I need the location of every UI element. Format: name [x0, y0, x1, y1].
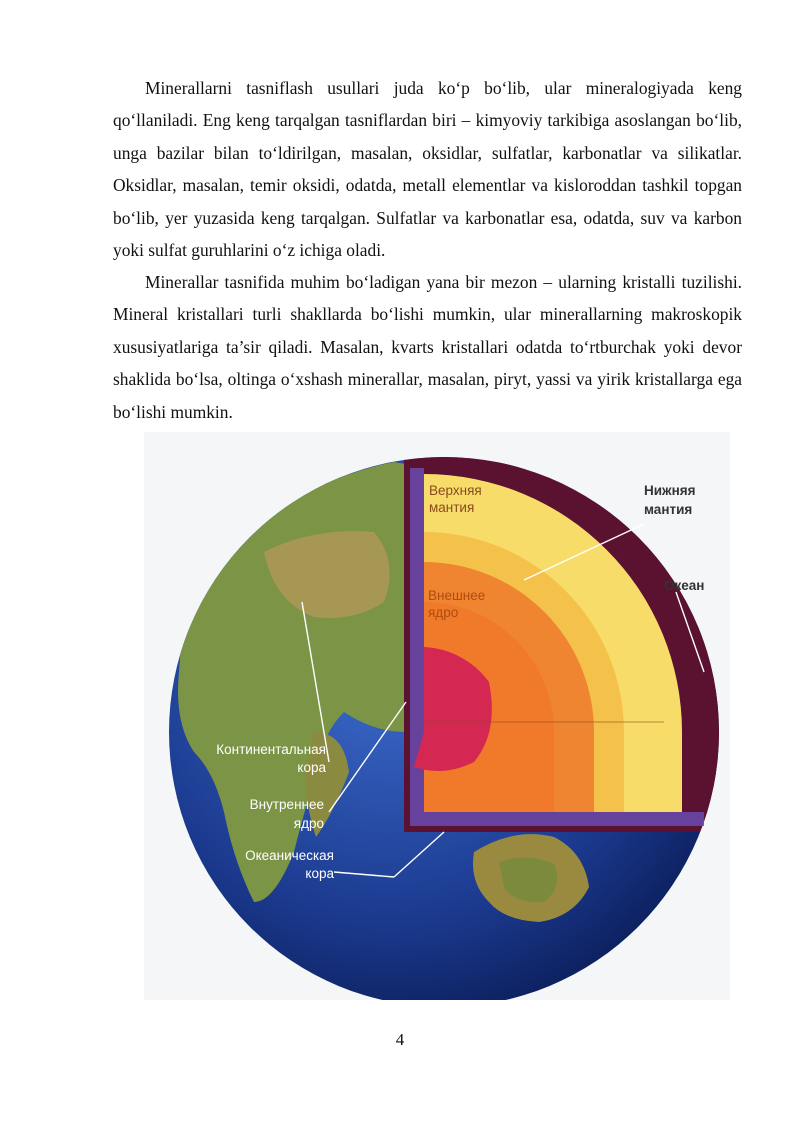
label-lower-mantle-1: Нижняя [644, 483, 696, 498]
label-lower-mantle-2: мантия [644, 502, 693, 517]
label-oceanic-crust-2: кора [305, 866, 334, 881]
label-upper-mantle-2: мантия [429, 500, 475, 515]
label-inner-core-1: Внутреннее [249, 797, 324, 812]
label-oceanic-crust-1: Океаническая [245, 848, 334, 863]
earth-structure-figure [144, 432, 730, 1000]
paragraph-2: Minerallar tasnifida muhim bo‘ladigan yana bir mezon – ularning kristalli tuzilishi. Mineral kristallari turli shakllarda bo‘lishi mumkin, ular minerallarning makroskopik xususiyatlariga ta’sir qiladi. Masalan, kvarts kristallari odatda to‘rtburchak yoki devor shaklida bo‘lsa, oltinga o‘xshash minerallar, masalan, piryt, yassi va yirik kristallarga ega bo‘lishi mumkin. [113, 272, 742, 422]
label-inner-core-2: ядро [293, 816, 324, 831]
paragraph-1: Minerallarni tasniflash usullari juda ko‘p bo‘lib, ular mineralogiyada keng qo‘llaniladi. Eng keng tarqalgan tasniflardan biri – kimyoviy tarkibiga asoslangan bo‘lib, unga bazilar bilan to‘ldirilgan, masalan, oksidlar, sulfatlar, karbonatlar va silikatlar. Oksidlar, masalan, temir oksidi, odatda, metall elementlar va kisloroddan tashkil topgan bo‘lib, yer yuzasida keng tarqalgan. Sulfatlar va karbonatlar esa, odatda, suv va karbon yoki sulfat guruhlarini o‘z ichiga oladi. [113, 78, 742, 261]
label-outer-core-1: Внешнее [428, 588, 486, 603]
label-continental-crust-2: кора [297, 760, 326, 775]
page-number: 4 [395, 1030, 405, 1049]
label-ocean: Океан [664, 578, 705, 593]
earth-cutaway-illustration [144, 432, 730, 1000]
label-continental-crust-1: Континентальная [216, 742, 326, 757]
label-upper-mantle-1: Верхняя [429, 483, 482, 498]
label-outer-core-2: ядро [428, 605, 459, 620]
